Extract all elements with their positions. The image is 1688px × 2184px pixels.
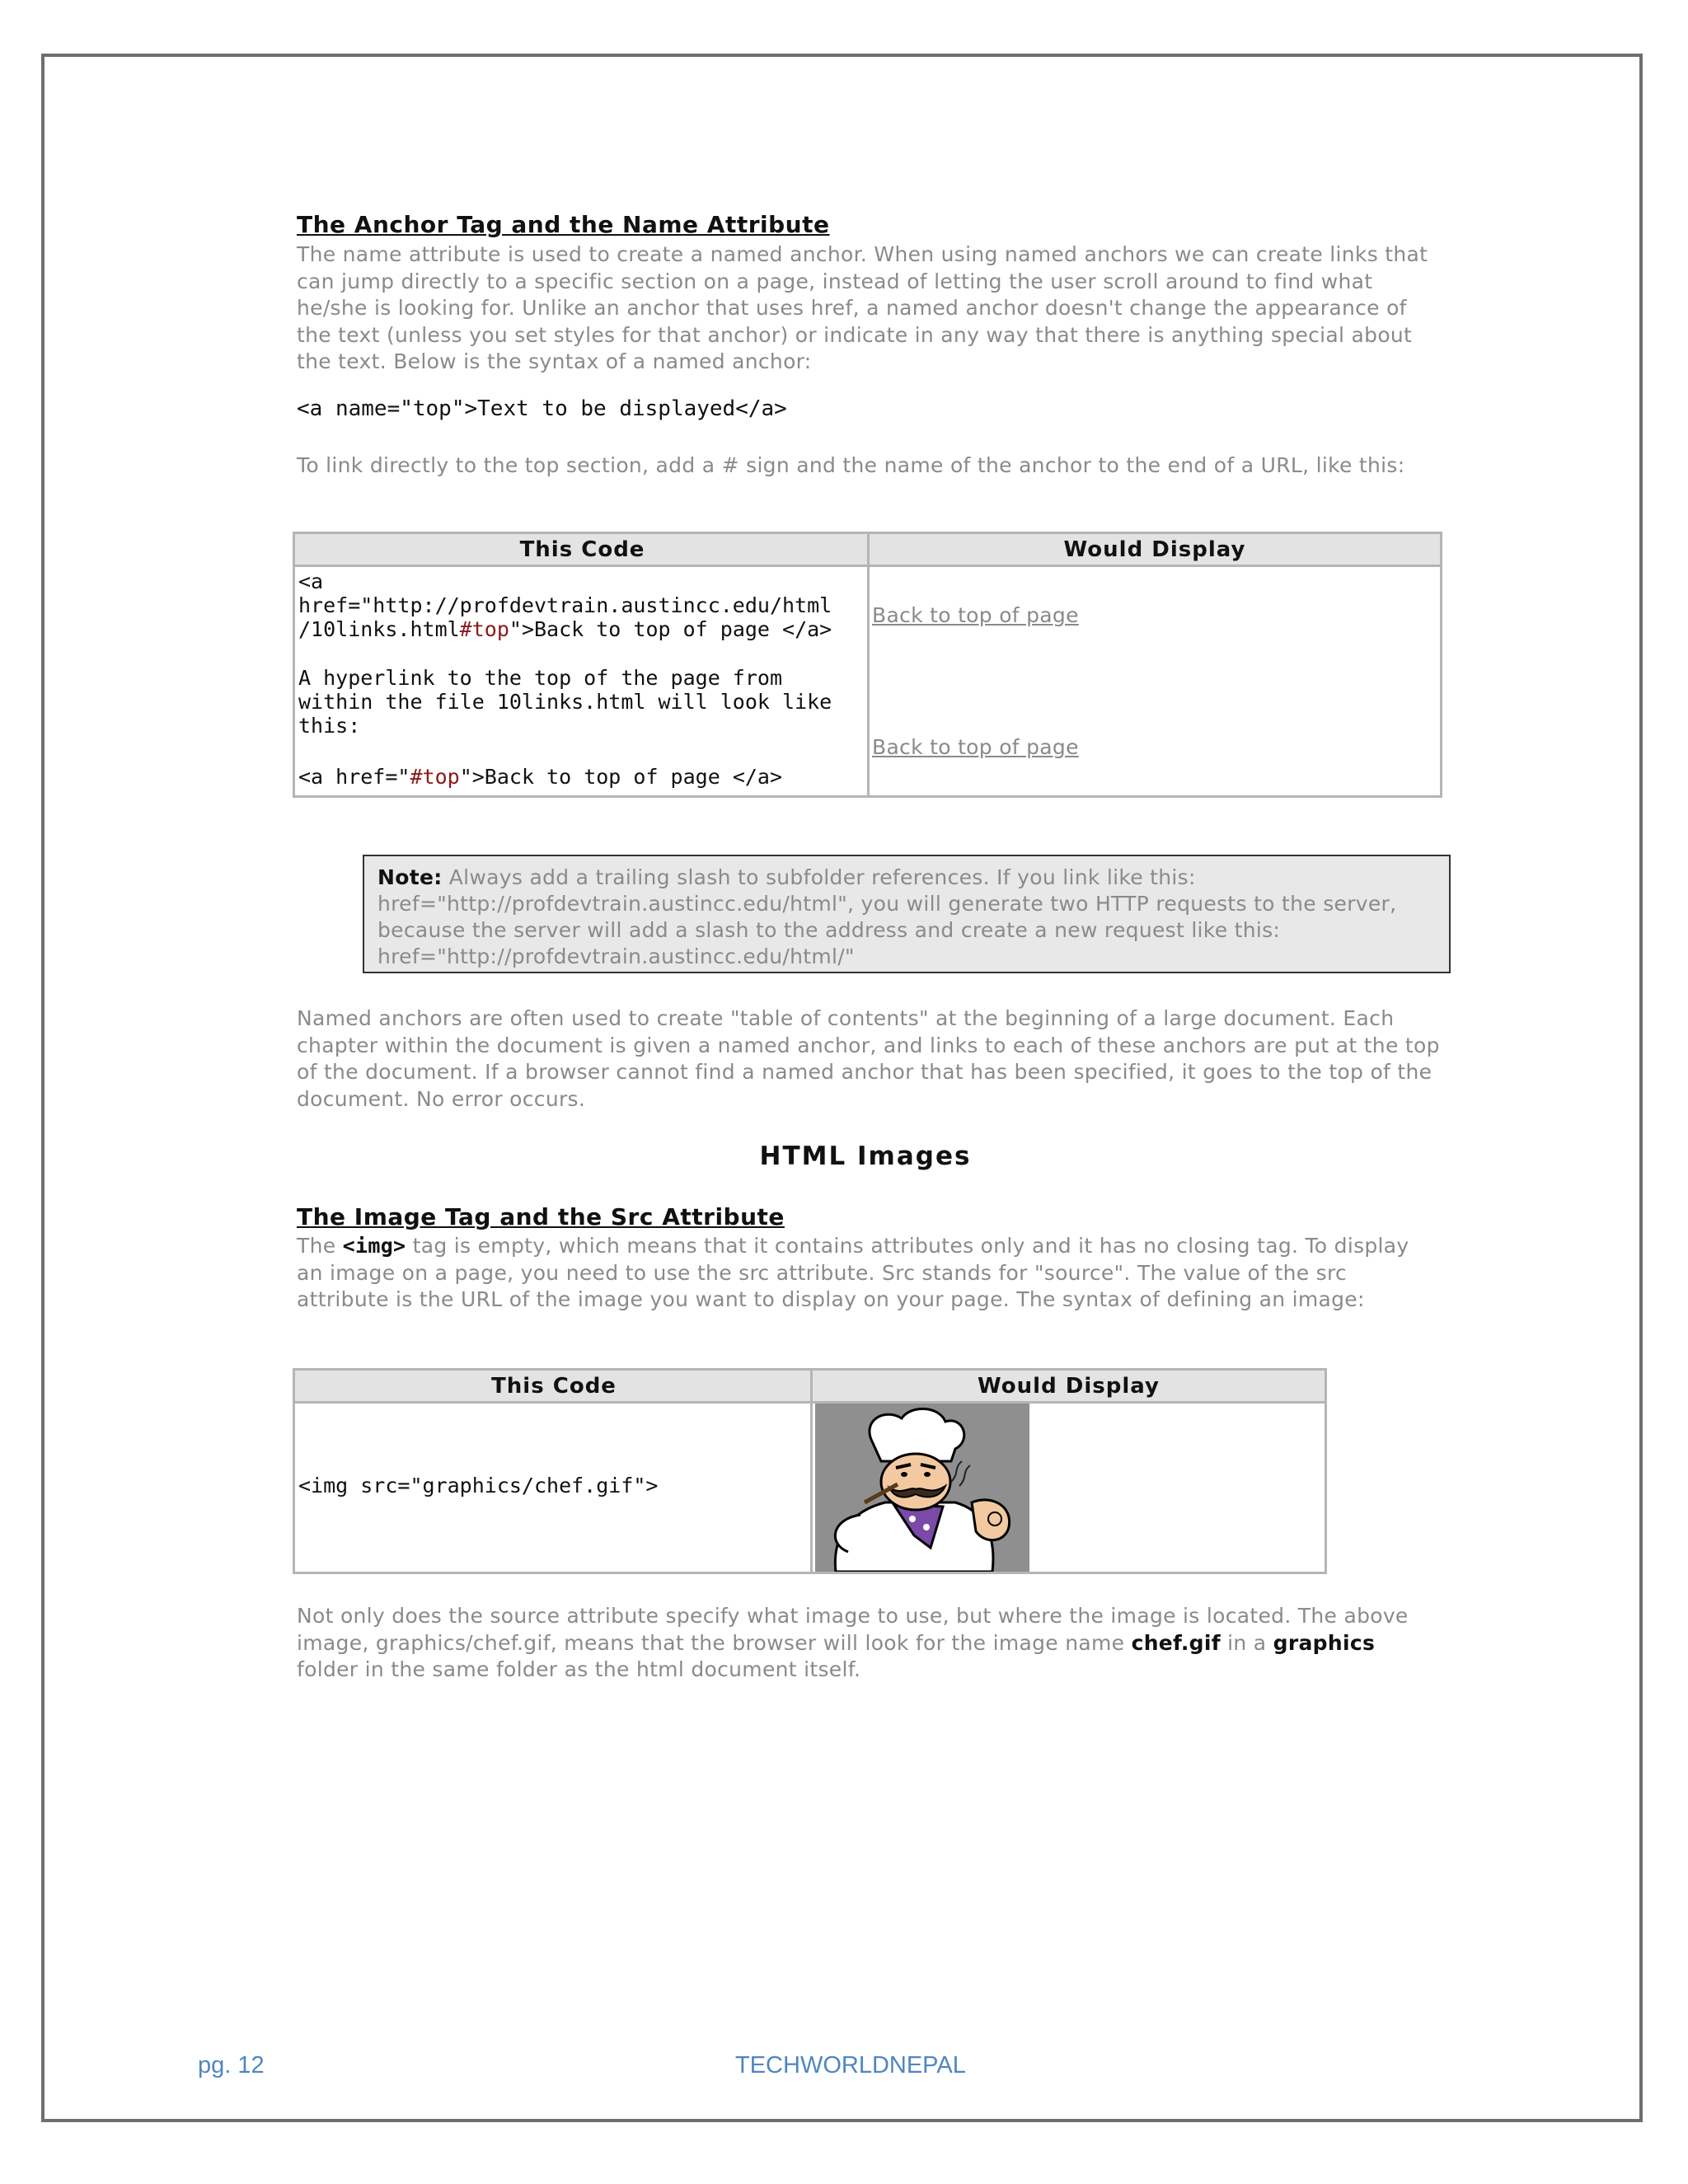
image-tag-paragraph <box>297 1233 1434 1314</box>
section-heading-anchor: The Anchor Tag and the Name Attribute <box>297 211 830 238</box>
anchor-example-table <box>293 532 1442 798</box>
code-cell-relative-link <box>298 765 782 789</box>
para-text: tag is empty, which means that it contains attributes only and it has no closing tag. To display an image on a page, you need to use the src attribute. Src stands for "source". The value of the src attribute is the URL of the image you want to display on your page. The syntax of defining an image: <box>297 1234 1409 1311</box>
code-line: ">Back to top of page </a> <box>509 617 832 641</box>
named-anchor-syntax: <a name="top">Text to be displayed</a> <box>297 396 787 421</box>
code-anchor-fragment: #top <box>459 617 509 641</box>
table-header-would-display: Would Display <box>813 1371 1325 1404</box>
link-top-paragraph: To link directly to the top section, add a # sign and the name of the anchor to the end of a URL, like this: <box>297 453 1405 477</box>
source-attribute-paragraph <box>297 1603 1434 1684</box>
para-text: in a <box>1220 1630 1273 1655</box>
named-anchor-toc-paragraph: Named anchors are often used to create "table of contents" at the beginning of a large document. Each chapter within the document is given a named anchor, and links to each of these anchors are put at the top of the document. If a browser cannot find a named anchor that has been specified, it goes to the top of the document. No error occurs. <box>297 1006 1440 1111</box>
note-body: Always add a trailing slash to subfolder references. If you link like this: href="http://profdevtrain.austincc.edu/html", you will generate two HTTP requests to the server, because the server will add a slash to the address and create a new request like this: href="http://profdevtrain.austincc.edu/html/" <box>377 865 1397 968</box>
code-line: /10links.html <box>298 617 460 641</box>
img-code-cell: <img src="graphics/chef.gif"> <box>298 1474 659 1497</box>
chef-image <box>815 1404 1029 1572</box>
image-example-table <box>293 1368 1327 1574</box>
img-tag-inline: <img> <box>342 1234 406 1258</box>
code-cell-description: A hyperlink to the top of the page from within the file 10links.html will look like this: <box>298 666 832 738</box>
bold-folder: graphics <box>1273 1630 1376 1655</box>
para-text: Not only does the source attribute specify what image to use, but where the image is located. The above image, graphics/chef.gif, means that the browser will look for the image name <box>297 1604 1409 1655</box>
code-line: <a href=" <box>298 765 410 789</box>
table-column-divider <box>867 534 870 795</box>
chef-illustration <box>815 1404 1029 1572</box>
note-box <box>363 855 1451 973</box>
footer-page-number: pg. 12 <box>198 2052 265 2079</box>
table-header-this-code: This Code <box>295 1371 813 1404</box>
anchor-intro-paragraph: The name attribute is used to create a named anchor. When using named anchors we can create links that can jump directly to a specific section on a page, instead of letting the user scroll around to find what he/she is looking for. Unlike an anchor that uses href, a named anchor doesn't change the appearance of the text (unless you set styles for that anchor) or indicate in any way that there is anything special about the text. Below is the syntax of a named anchor: <box>297 242 1428 373</box>
back-to-top-link-2[interactable]: Back to top of page <box>872 735 1079 759</box>
note-text <box>377 865 1436 970</box>
table-header-would-display: Would Display <box>870 534 1440 567</box>
para-text: The <box>297 1234 343 1258</box>
note-label: Note: <box>377 865 443 889</box>
code-cell-full-url <box>298 569 832 641</box>
bold-filename: chef.gif <box>1131 1630 1221 1655</box>
footer-site-name: TECHWORLDNEPAL <box>735 2052 966 2079</box>
table-header-this-code: This Code <box>295 534 870 567</box>
html-images-heading: HTML Images <box>759 1141 972 1171</box>
code-line: <a <box>298 569 324 593</box>
code-line: ">Back to top of page </a> <box>459 765 783 789</box>
section-heading-image: The Image Tag and the Src Attribute <box>297 1203 785 1230</box>
para-text: folder in the same folder as the html document itself. <box>297 1657 861 1681</box>
code-line: href="http://profdevtrain.austincc.edu/html <box>298 593 832 617</box>
table-column-divider <box>810 1371 813 1572</box>
code-anchor-fragment: #top <box>410 765 460 789</box>
back-to-top-link-1[interactable]: Back to top of page <box>872 603 1079 627</box>
